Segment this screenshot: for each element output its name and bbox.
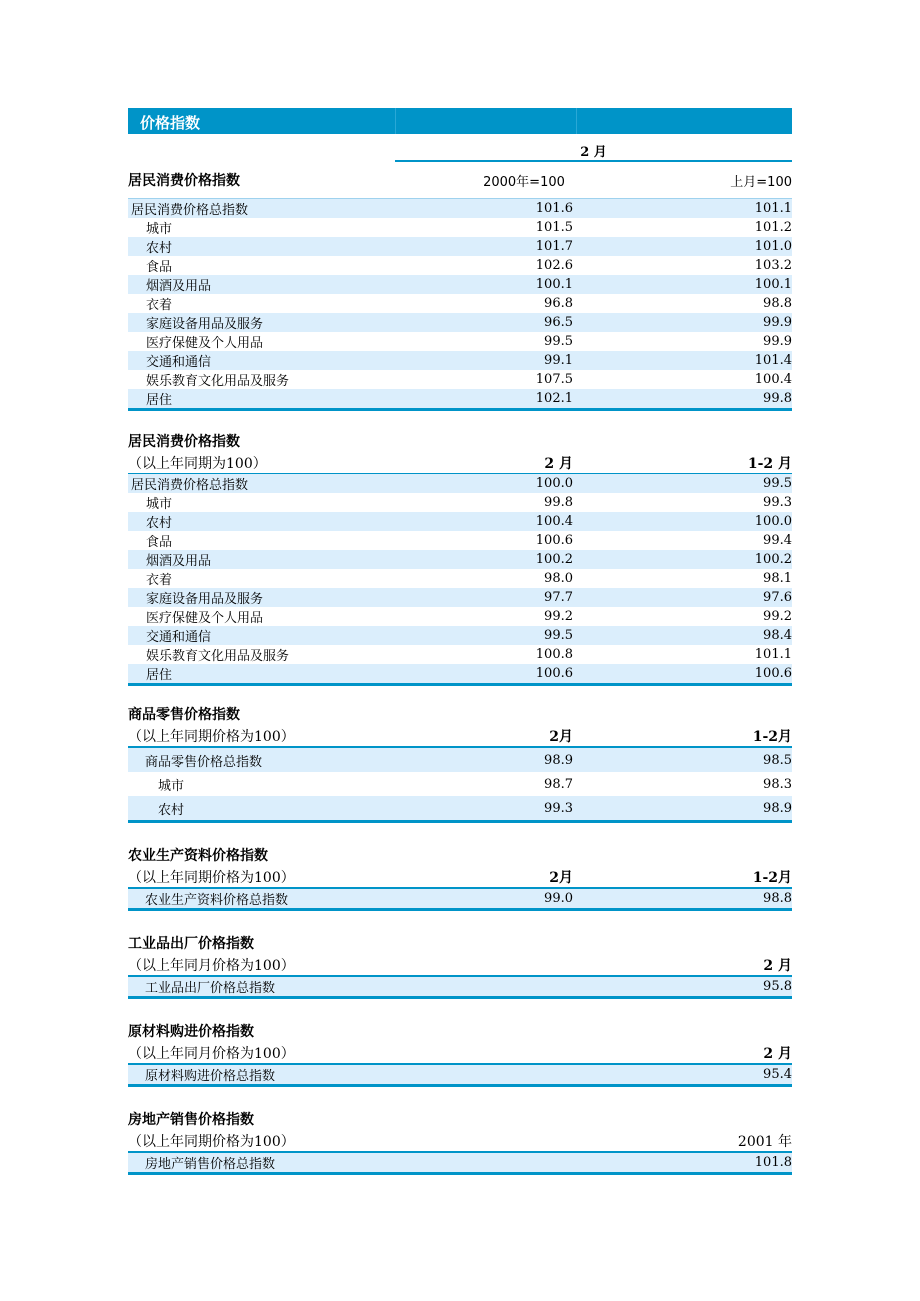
row-label: 医疗保健及个人用品 bbox=[146, 611, 264, 626]
row-value-a: 100.6 bbox=[535, 533, 573, 548]
s2-col2: 1-2 月 bbox=[747, 456, 792, 472]
row-label: 娱乐教育文化用品及服务 bbox=[146, 374, 290, 389]
s6-heading: 原材料购进价格指数 bbox=[128, 1024, 254, 1040]
row-value-a: 101.5 bbox=[535, 220, 573, 235]
row-value-a: 99.5 bbox=[544, 334, 573, 349]
row-label: 居民消费价格总指数 bbox=[131, 203, 249, 218]
s1-col2: 上月=100 bbox=[730, 174, 792, 190]
table-row bbox=[128, 607, 792, 626]
row-value-b: 101.4 bbox=[754, 353, 792, 368]
table-row bbox=[128, 474, 792, 493]
row-label: 农村 bbox=[146, 241, 173, 256]
row-value-a: 100.6 bbox=[535, 666, 573, 681]
row-value-a: 96.5 bbox=[544, 315, 573, 330]
row-value-a: 100.1 bbox=[535, 277, 573, 292]
table-row bbox=[128, 772, 792, 796]
row-value-b: 98.8 bbox=[763, 296, 792, 311]
s7-sub: （以上年同期价格为100） bbox=[128, 1134, 295, 1150]
table-row bbox=[128, 569, 792, 588]
row-label: 房地产销售价格总指数 bbox=[145, 1157, 276, 1172]
table-row bbox=[128, 889, 792, 908]
row-value-a: 97.7 bbox=[544, 590, 573, 605]
row-value-a: 99.2 bbox=[544, 609, 573, 624]
row-value-a: 101.7 bbox=[535, 239, 573, 254]
s3-sub: （以上年同期价格为100） bbox=[128, 729, 295, 745]
row-value-b: 98.1 bbox=[763, 571, 792, 586]
row-label: 烟酒及用品 bbox=[146, 279, 212, 294]
table-row bbox=[128, 493, 792, 512]
row-value-b: 97.6 bbox=[763, 590, 792, 605]
row-value-b: 100.1 bbox=[754, 277, 792, 292]
column-divider bbox=[576, 108, 577, 134]
row-value-b: 101.0 bbox=[754, 239, 792, 254]
row-value-a: 100.2 bbox=[535, 552, 573, 567]
s4-column-header bbox=[128, 867, 792, 887]
s5-heading: 工业品出厂价格指数 bbox=[128, 936, 254, 952]
row-value-a: 99.0 bbox=[544, 891, 573, 906]
s5-column-header bbox=[128, 955, 792, 975]
table-row bbox=[128, 531, 792, 550]
s1-month-header: 2 月 bbox=[580, 144, 607, 160]
table-row bbox=[128, 977, 792, 996]
row-value-b: 99.8 bbox=[763, 391, 792, 406]
table-row bbox=[128, 389, 792, 408]
row-label: 城市 bbox=[146, 222, 173, 237]
row-value-b: 101.2 bbox=[754, 220, 792, 235]
s1-column-header bbox=[128, 162, 792, 198]
row-value-a: 99.3 bbox=[544, 800, 573, 816]
row-value-b: 98.4 bbox=[763, 628, 792, 643]
s7-column-header bbox=[128, 1131, 792, 1151]
row-label: 农业生产资料价格总指数 bbox=[145, 893, 289, 908]
table-row bbox=[128, 275, 792, 294]
s1-table bbox=[128, 199, 792, 408]
table-row bbox=[128, 645, 792, 664]
row-label: 工业品出厂价格总指数 bbox=[145, 981, 276, 996]
row-label: 食品 bbox=[146, 535, 173, 550]
row-value-a: 100.4 bbox=[535, 514, 573, 529]
price-index-sheet bbox=[128, 108, 792, 1175]
table-row bbox=[128, 313, 792, 332]
row-value-a: 99.5 bbox=[544, 628, 573, 643]
s1-col1: 2000年=100 bbox=[483, 174, 565, 190]
row-value-a: 102.1 bbox=[535, 391, 573, 406]
table-row bbox=[128, 294, 792, 313]
row-label: 交通和通信 bbox=[146, 355, 212, 370]
row-value-b: 101.8 bbox=[754, 1155, 792, 1170]
s2-heading: 居民消费价格指数 bbox=[128, 434, 240, 450]
row-label: 交通和通信 bbox=[146, 630, 212, 645]
row-value-b: 99.2 bbox=[763, 609, 792, 624]
s1-month-header-row bbox=[128, 140, 792, 160]
row-value-b: 98.3 bbox=[763, 776, 792, 792]
row-label: 农村 bbox=[146, 516, 173, 531]
row-label: 衣着 bbox=[146, 573, 173, 588]
row-value-a: 96.8 bbox=[544, 296, 573, 311]
table-row bbox=[128, 237, 792, 256]
s1-header-rule bbox=[395, 160, 792, 162]
row-value-b: 100.2 bbox=[754, 552, 792, 567]
table-row bbox=[128, 199, 792, 218]
row-value-b: 100.0 bbox=[754, 514, 792, 529]
s3-col2: 1-2月 bbox=[752, 729, 792, 745]
row-label: 居住 bbox=[146, 393, 173, 408]
row-value-b: 98.8 bbox=[763, 891, 792, 906]
row-value-a: 99.1 bbox=[544, 353, 573, 368]
row-value-b: 99.3 bbox=[763, 495, 792, 510]
table-row bbox=[128, 370, 792, 389]
table-row bbox=[128, 512, 792, 531]
row-label: 衣着 bbox=[146, 298, 173, 313]
s5-sub: （以上年同月价格为100） bbox=[128, 958, 295, 974]
table-row bbox=[128, 626, 792, 645]
s2-col1: 2 月 bbox=[544, 456, 573, 472]
s6-sub: （以上年同月价格为100） bbox=[128, 1046, 295, 1062]
row-value-a: 100.0 bbox=[535, 476, 573, 491]
page-title: 价格指数 bbox=[140, 114, 201, 132]
row-label: 医疗保健及个人用品 bbox=[146, 336, 264, 351]
row-value-a: 102.6 bbox=[535, 258, 573, 273]
row-label: 居住 bbox=[146, 668, 173, 683]
row-value-a: 98.9 bbox=[544, 752, 573, 768]
row-label: 娱乐教育文化用品及服务 bbox=[146, 649, 290, 664]
row-label: 城市 bbox=[158, 778, 185, 794]
s6-column-header bbox=[128, 1043, 792, 1063]
s3-table bbox=[128, 748, 792, 820]
row-value-b: 95.4 bbox=[763, 1067, 792, 1082]
row-value-b: 95.8 bbox=[763, 979, 792, 994]
s7-heading: 房地产销售价格指数 bbox=[128, 1112, 254, 1128]
column-divider bbox=[395, 108, 396, 134]
row-value-a: 107.5 bbox=[535, 372, 573, 387]
s6-col2: 2 月 bbox=[763, 1046, 792, 1062]
s5-col2: 2 月 bbox=[763, 958, 792, 974]
s7-bottom-rule bbox=[128, 1172, 792, 1175]
table-row bbox=[128, 1065, 792, 1084]
table-row bbox=[128, 1153, 792, 1172]
row-value-a: 99.8 bbox=[544, 495, 573, 510]
row-label: 家庭设备用品及服务 bbox=[146, 592, 264, 607]
table-row bbox=[128, 748, 792, 772]
s7-col2: 2001 年 bbox=[737, 1134, 792, 1150]
row-value-b: 99.9 bbox=[763, 334, 792, 349]
row-value-b: 101.1 bbox=[754, 201, 792, 216]
row-value-b: 101.1 bbox=[754, 647, 792, 662]
table-row bbox=[128, 351, 792, 370]
row-label: 城市 bbox=[146, 497, 173, 512]
row-value-b: 100.6 bbox=[754, 666, 792, 681]
row-label: 食品 bbox=[146, 260, 173, 275]
s3-column-header bbox=[128, 726, 792, 746]
s3-heading: 商品零售价格指数 bbox=[128, 707, 240, 723]
row-value-b: 98.5 bbox=[763, 752, 792, 768]
row-value-b: 99.9 bbox=[763, 315, 792, 330]
row-label: 家庭设备用品及服务 bbox=[146, 317, 264, 332]
row-value-b: 99.5 bbox=[763, 476, 792, 491]
s3-col1: 2月 bbox=[549, 729, 573, 745]
table-row bbox=[128, 588, 792, 607]
row-value-b: 99.4 bbox=[763, 533, 792, 548]
s2-sub: （以上年同期为100） bbox=[128, 456, 267, 472]
row-label: 原材料购进价格总指数 bbox=[145, 1069, 276, 1084]
s4-sub: （以上年同期价格为100） bbox=[128, 870, 295, 886]
row-label: 农村 bbox=[158, 802, 185, 818]
s2-column-header bbox=[128, 453, 792, 473]
row-label: 居民消费价格总指数 bbox=[131, 478, 249, 493]
row-label: 商品零售价格总指数 bbox=[145, 754, 263, 770]
table-row bbox=[128, 664, 792, 683]
row-value-b: 103.2 bbox=[754, 258, 792, 273]
row-label: 烟酒及用品 bbox=[146, 554, 212, 569]
row-value-a: 100.8 bbox=[535, 647, 573, 662]
s1-heading: 居民消费价格指数 bbox=[128, 173, 240, 189]
table-row bbox=[128, 256, 792, 275]
s4-heading: 农业生产资料价格指数 bbox=[128, 848, 268, 864]
row-value-b: 100.4 bbox=[754, 372, 792, 387]
s2-table bbox=[128, 474, 792, 683]
s4-col1: 2月 bbox=[549, 870, 573, 886]
table-row bbox=[128, 218, 792, 237]
table-row bbox=[128, 796, 792, 820]
row-value-a: 98.7 bbox=[544, 776, 573, 792]
s4-col2: 1-2月 bbox=[752, 870, 792, 886]
row-value-b: 98.9 bbox=[763, 800, 792, 816]
table-row bbox=[128, 332, 792, 351]
row-value-a: 98.0 bbox=[544, 571, 573, 586]
row-value-a: 101.6 bbox=[535, 201, 573, 216]
title-bar bbox=[128, 108, 792, 134]
table-row bbox=[128, 550, 792, 569]
